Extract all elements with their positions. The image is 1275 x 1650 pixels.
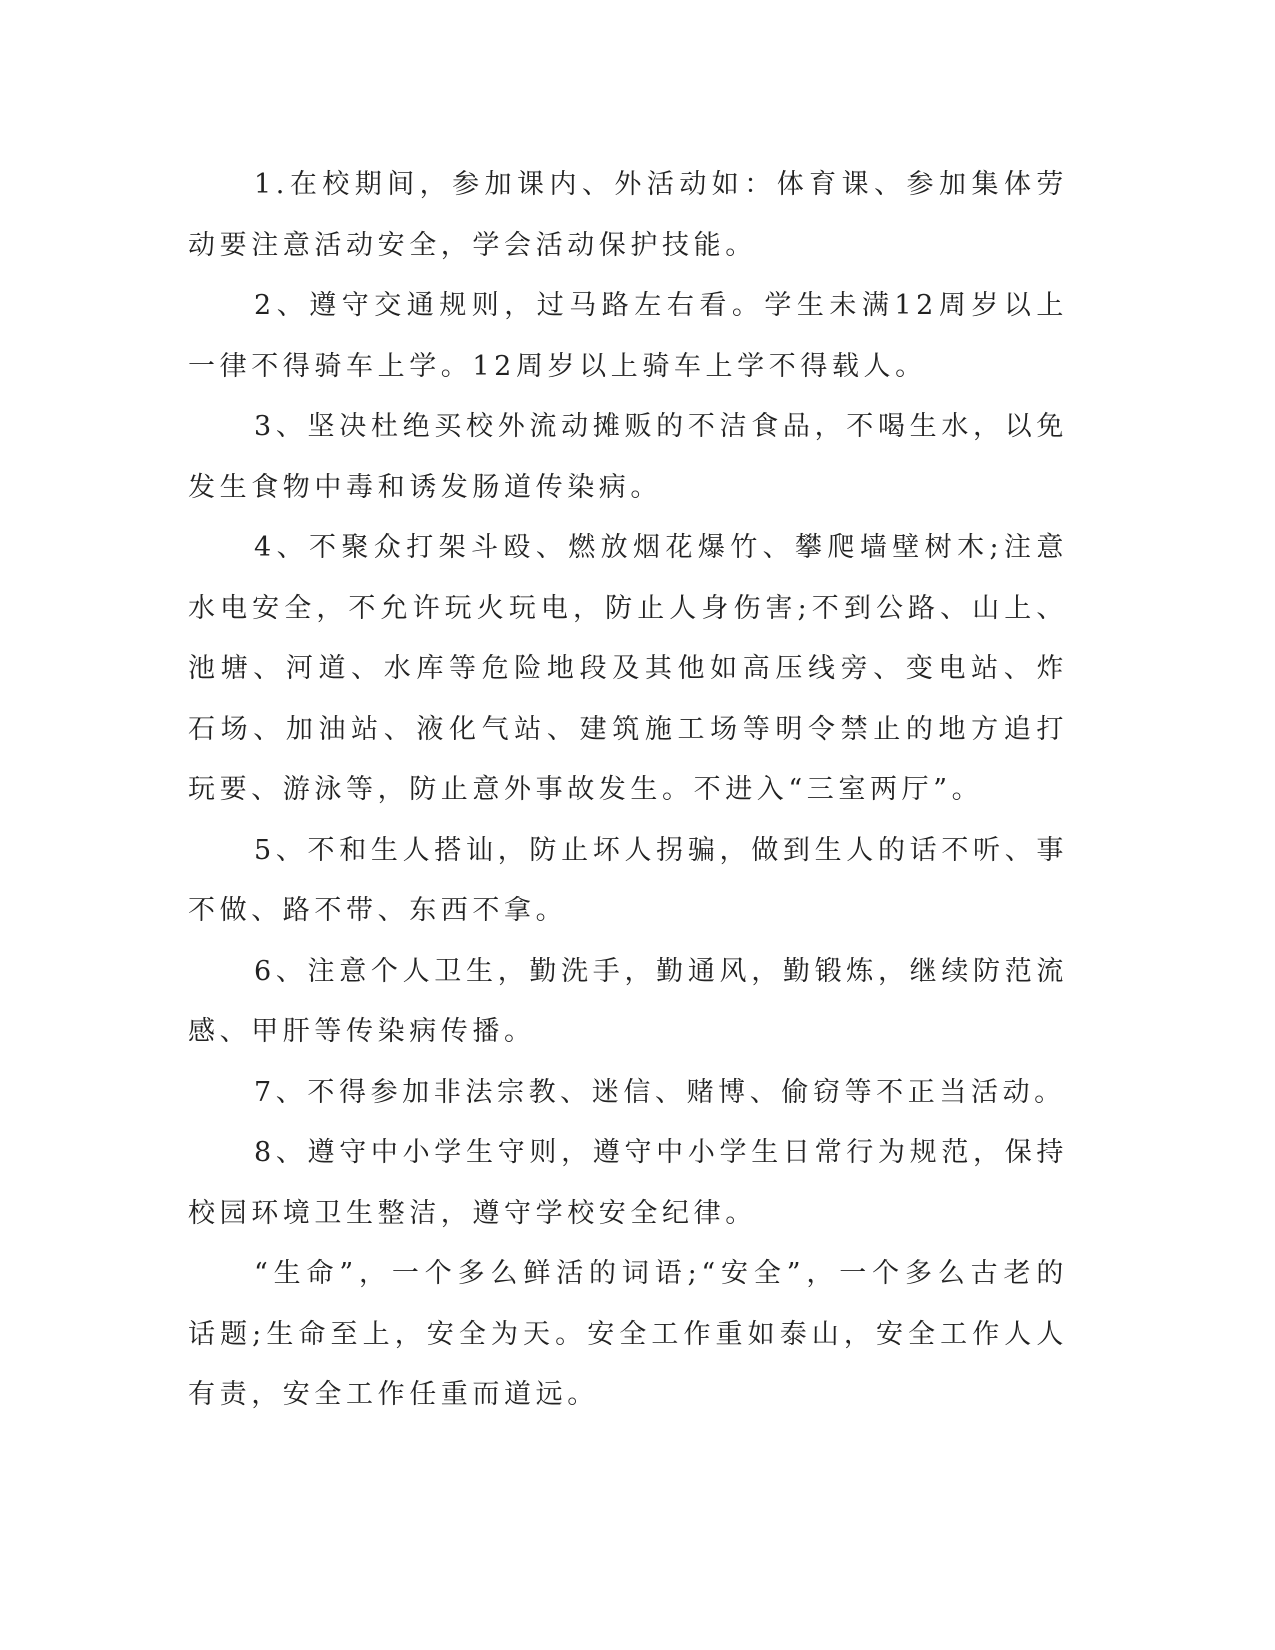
paragraph-2: 2、遵守交通规则，过马路左右看。学生未满12周岁以上一律不得骑车上学。12周岁以上骑车上学不得载人。 bbox=[188, 290, 1068, 382]
paragraph-6: 6、注意个人卫生，勤洗手，勤通风，勤锻炼，继续防范流感、甲肝等传染病传播。 bbox=[188, 955, 1068, 1047]
paragraph-closing: “生命”，一个多么鲜活的词语;“安全”，一个多么古老的话题;生命至上，安全为天。安全工作重如泰山，安全工作人人有责，安全工作任重而道远。 bbox=[188, 1258, 1068, 1410]
document-body bbox=[188, 155, 1068, 1426]
paragraph-3: 3、坚决杜绝买校外流动摊贩的不洁食品，不喝生水，以免发生食物中毒和诱发肠道传染病。 bbox=[188, 411, 1068, 503]
paragraph-1: 1.在校期间，参加课内、外活动如：体育课、参加集体劳动要注意活动安全，学会活动保护技能。 bbox=[188, 169, 1068, 261]
paragraph-5: 5、不和生人搭讪，防止坏人拐骗，做到生人的话不听、事不做、路不带、东西不拿。 bbox=[188, 834, 1068, 926]
paragraph-4: 4、不聚众打架斗殴、燃放烟花爆竹、攀爬墙壁树木;注意水电安全，不允许玩火玩电，防止人身伤害;不到公路、山上、池塘、河道、水库等危险地段及其他如高压线旁、变电站、炸石场、加油站、液化气站、建筑施工场等明令禁止的地方追打玩要、游泳等，防止意外事故发生。不进入“三室两厅”。 bbox=[188, 532, 1068, 805]
paragraph-8: 8、遵守中小学生守则，遵守中小学生日常行为规范，保持校园环境卫生整洁，遵守学校安全纪律。 bbox=[188, 1137, 1068, 1229]
paragraph-7: 7、不得参加非法宗教、迷信、赌博、偷窃等不正当活动。 bbox=[254, 1076, 1066, 1108]
